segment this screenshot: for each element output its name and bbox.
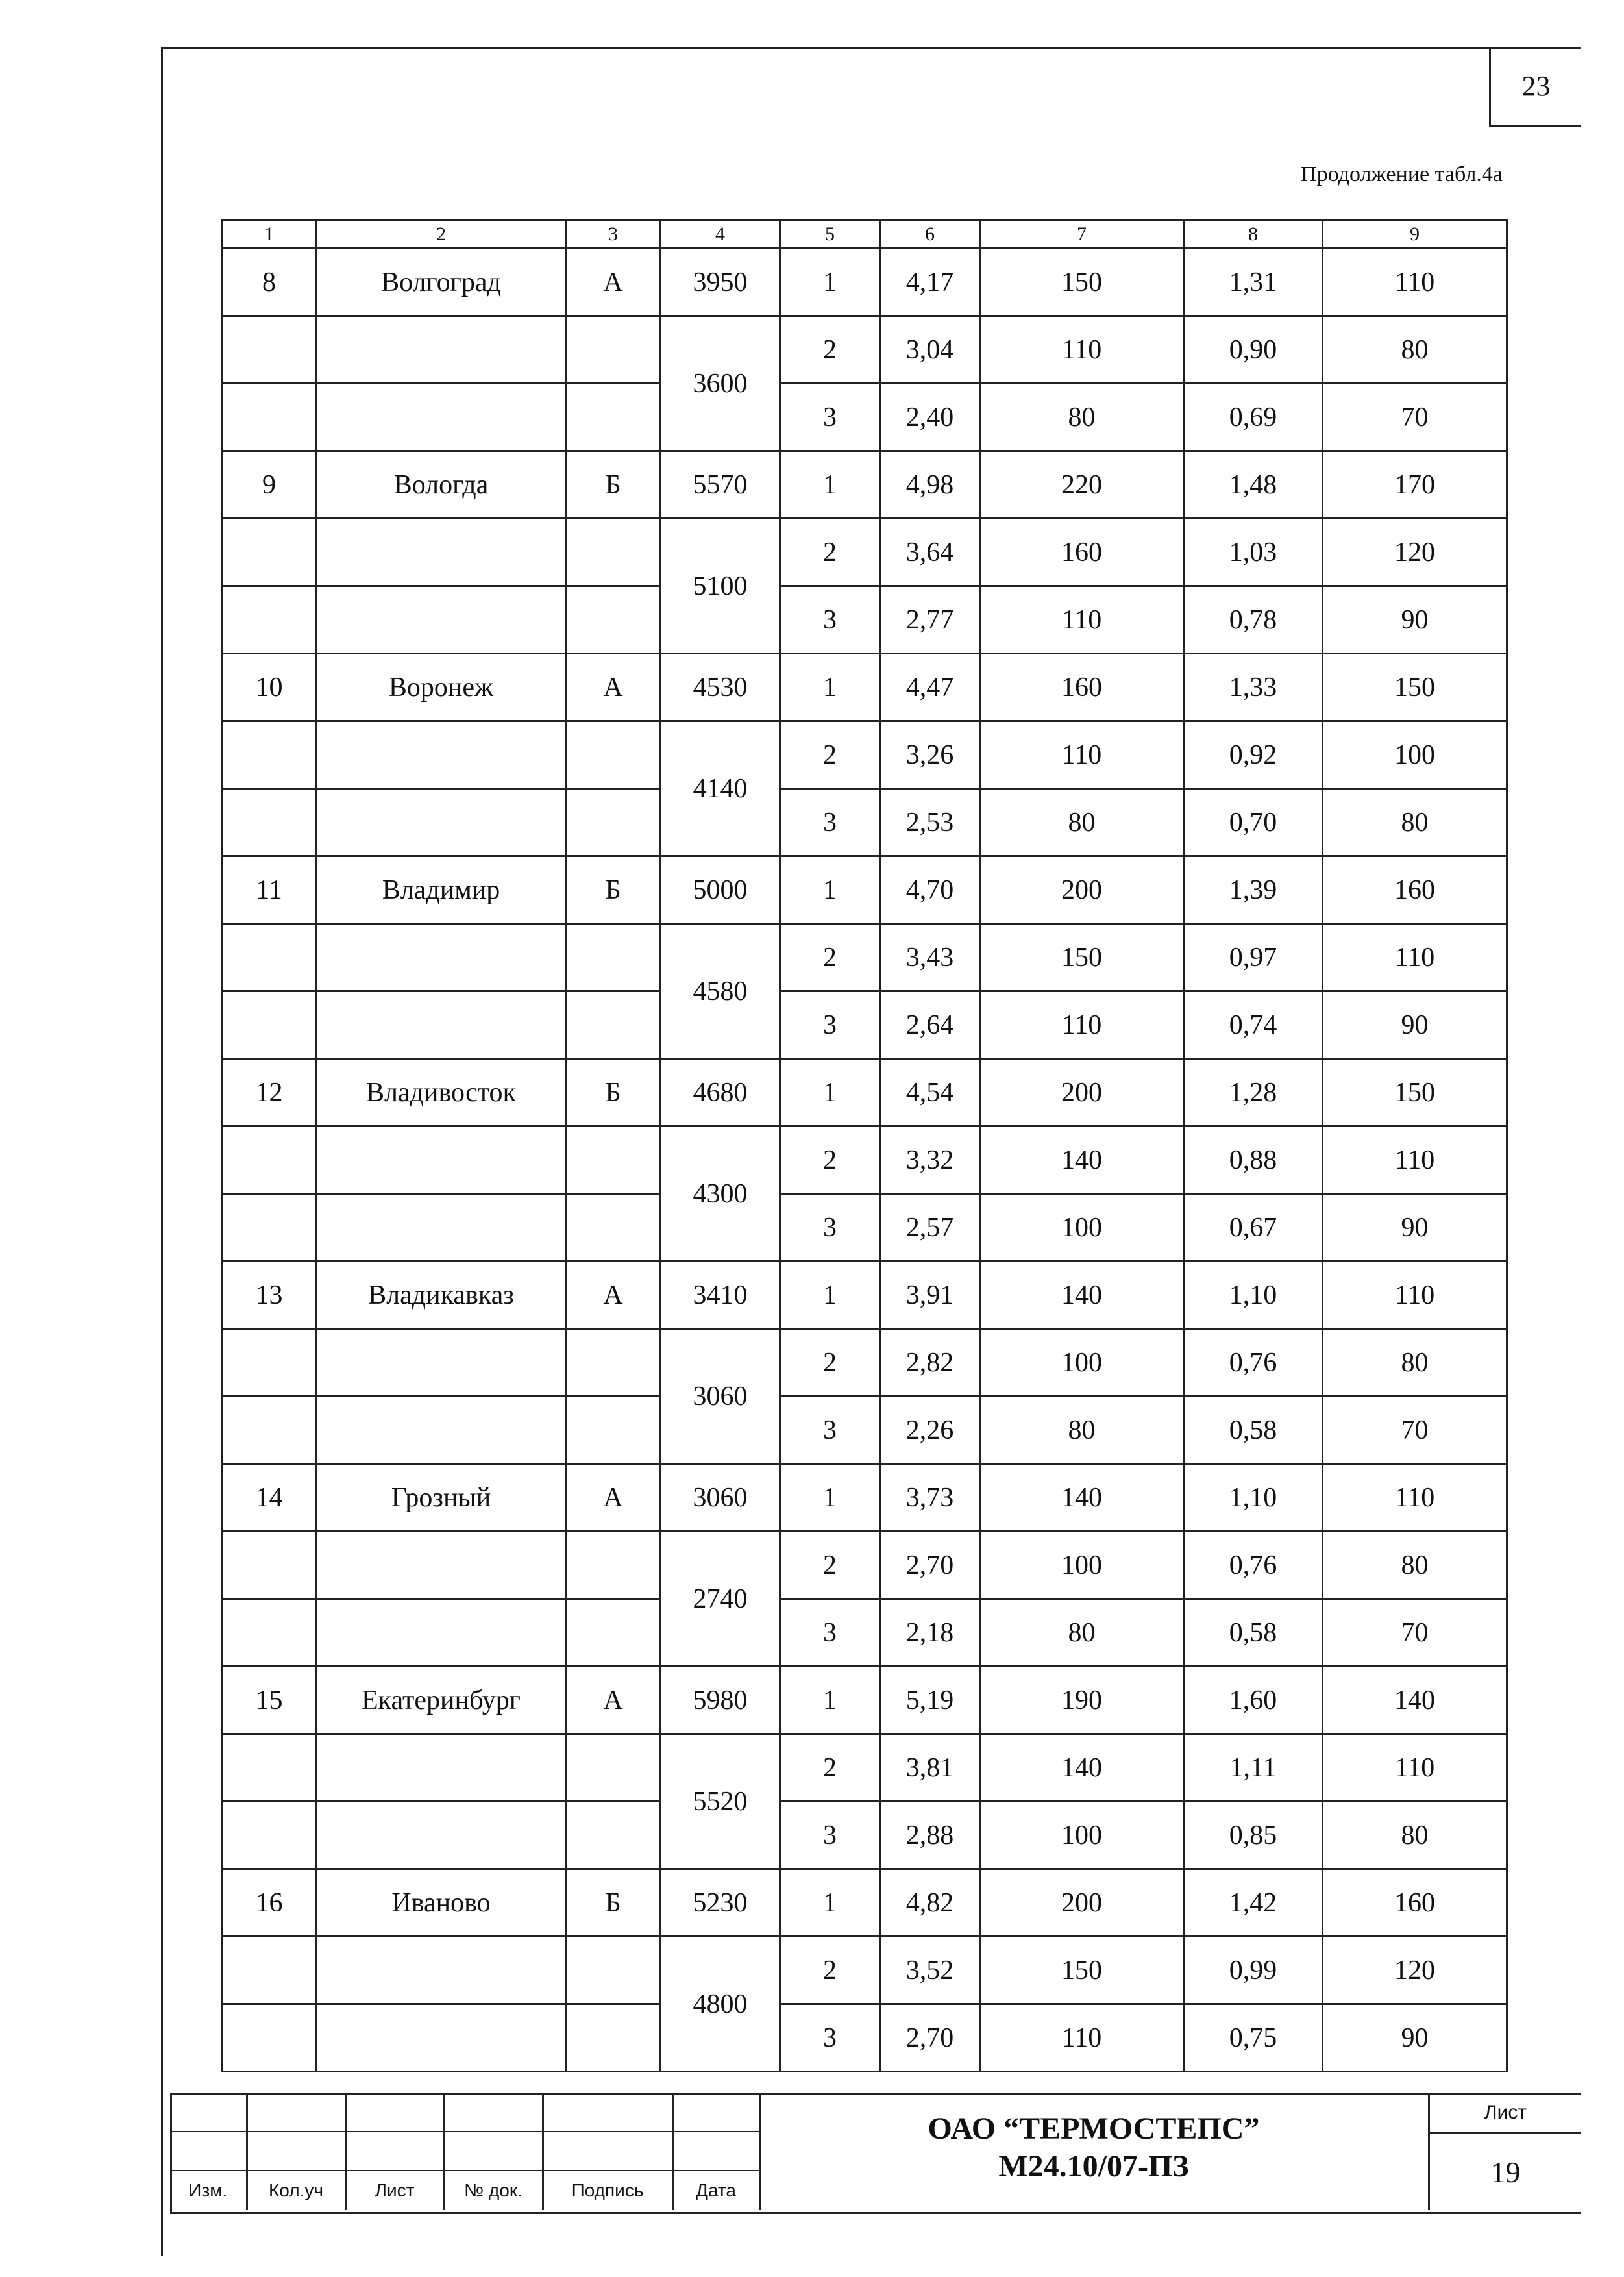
empty-cell <box>222 721 317 789</box>
city-number: 15 <box>222 1667 317 1734</box>
zone-cell: Б <box>566 856 661 924</box>
data-cell: 110 <box>980 991 1184 1059</box>
document-code: М24.10/07-ПЗ <box>998 2149 1189 2184</box>
zone-cell: А <box>566 654 661 721</box>
main-value: 5570 <box>661 451 780 519</box>
data-cell: 140 <box>1323 1667 1507 1734</box>
label-kol-uch: Кол.уч <box>247 2171 345 2210</box>
empty-cell <box>566 721 661 789</box>
data-cell: 80 <box>1323 1329 1507 1397</box>
data-cell: 0,88 <box>1184 1126 1323 1194</box>
table-row <box>222 1667 1507 1734</box>
data-cell: 110 <box>1323 1464 1507 1532</box>
data-cell: 1,39 <box>1184 856 1323 924</box>
empty-cell <box>222 1532 317 1599</box>
label-list: Лист <box>345 2171 444 2210</box>
data-cell: 3 <box>780 991 880 1059</box>
empty-cell <box>317 1532 566 1599</box>
empty-cell <box>222 1397 317 1464</box>
data-cell: 1,11 <box>1184 1734 1323 1802</box>
data-cell: 0,67 <box>1184 1194 1323 1262</box>
data-cell: 100 <box>980 1532 1184 1599</box>
data-cell: 1,03 <box>1184 519 1323 586</box>
table-row <box>222 384 1507 451</box>
data-cell: 110 <box>980 721 1184 789</box>
data-cell: 1,48 <box>1184 451 1323 519</box>
data-cell: 3 <box>780 384 880 451</box>
column-header: 4 <box>661 221 780 249</box>
city-name: Вологда <box>317 451 566 519</box>
empty-cell <box>566 384 661 451</box>
data-table <box>221 219 1508 2072</box>
label-date: Дата <box>672 2171 759 2210</box>
data-cell: 2 <box>780 519 880 586</box>
table-row <box>222 721 1507 789</box>
data-cell: 1 <box>780 1464 880 1532</box>
data-cell: 4,47 <box>880 654 980 721</box>
table-row <box>222 1126 1507 1194</box>
table-row <box>222 924 1507 991</box>
data-cell: 3,64 <box>880 519 980 586</box>
main-value: 5980 <box>661 1667 780 1734</box>
city-number: 8 <box>222 249 317 316</box>
table-row <box>222 1532 1507 1599</box>
page-number: 23 <box>1489 47 1581 127</box>
empty-cell <box>317 2004 566 2072</box>
city-name: Воронеж <box>317 654 566 721</box>
data-cell: 110 <box>1323 1126 1507 1194</box>
empty-cell <box>317 316 566 384</box>
data-cell: 120 <box>1323 519 1507 586</box>
empty-cell <box>566 1126 661 1194</box>
data-cell: 3,43 <box>880 924 980 991</box>
table-row <box>222 316 1507 384</box>
city-name: Екатеринбург <box>317 1667 566 1734</box>
city-number: 14 <box>222 1464 317 1532</box>
empty-cell <box>317 789 566 856</box>
column-header: 3 <box>566 221 661 249</box>
table-row <box>222 1397 1507 1464</box>
main-value: 4680 <box>661 1059 780 1126</box>
data-cell: 4,17 <box>880 249 980 316</box>
data-cell: 2,64 <box>880 991 980 1059</box>
data-cell: 90 <box>1323 586 1507 654</box>
table-row <box>222 991 1507 1059</box>
table-row <box>222 1802 1507 1869</box>
empty-cell <box>566 1802 661 1869</box>
column-header-row <box>222 221 1507 249</box>
data-cell: 140 <box>980 1262 1184 1329</box>
data-cell: 2,18 <box>880 1599 980 1667</box>
data-cell: 160 <box>980 519 1184 586</box>
empty-cell <box>222 1599 317 1667</box>
data-cell: 3,81 <box>880 1734 980 1802</box>
empty-cell <box>566 316 661 384</box>
empty-cell <box>566 2004 661 2072</box>
main-value: 3060 <box>661 1464 780 1532</box>
empty-cell <box>566 1397 661 1464</box>
empty-cell <box>222 519 317 586</box>
label-signature: Подпись <box>543 2171 672 2210</box>
data-cell: 80 <box>1323 1532 1507 1599</box>
table-row <box>222 1329 1507 1397</box>
empty-cell <box>317 384 566 451</box>
data-cell: 3 <box>780 2004 880 2072</box>
sub-value: 3060 <box>661 1329 780 1464</box>
empty-cell <box>317 924 566 991</box>
main-value: 5230 <box>661 1869 780 1937</box>
empty-cell <box>566 1532 661 1599</box>
company-name: ОАО “ТЕРМОСТЕПС” <box>928 2111 1260 2146</box>
data-cell: 2,88 <box>880 1802 980 1869</box>
data-cell: 90 <box>1323 991 1507 1059</box>
data-cell: 1,28 <box>1184 1059 1323 1126</box>
data-cell: 110 <box>1323 924 1507 991</box>
data-cell: 2 <box>780 721 880 789</box>
empty-cell <box>566 586 661 654</box>
data-cell: 3,04 <box>880 316 980 384</box>
empty-cell <box>566 1329 661 1397</box>
data-cell: 2,53 <box>880 789 980 856</box>
city-number: 11 <box>222 856 317 924</box>
zone-cell: А <box>566 1464 661 1532</box>
column-header: 5 <box>780 221 880 249</box>
data-cell: 3,91 <box>880 1262 980 1329</box>
city-name: Грозный <box>317 1464 566 1532</box>
data-cell: 1 <box>780 856 880 924</box>
data-cell: 110 <box>1323 1734 1507 1802</box>
data-cell: 2,57 <box>880 1194 980 1262</box>
empty-cell <box>222 991 317 1059</box>
data-cell: 1,42 <box>1184 1869 1323 1937</box>
data-cell: 0,99 <box>1184 1937 1323 2004</box>
table-row <box>222 1194 1507 1262</box>
sub-value: 4300 <box>661 1126 780 1262</box>
table-row <box>222 1937 1507 2004</box>
data-cell: 140 <box>980 1126 1184 1194</box>
data-cell: 1 <box>780 1869 880 1937</box>
data-cell: 120 <box>1323 1937 1507 2004</box>
data-cell: 150 <box>1323 654 1507 721</box>
label-izm: Изм. <box>170 2171 247 2210</box>
table-row <box>222 2004 1507 2072</box>
column-header: 1 <box>222 221 317 249</box>
main-value: 4530 <box>661 654 780 721</box>
data-cell: 1 <box>780 1059 880 1126</box>
sub-value: 3600 <box>661 316 780 451</box>
zone-cell: Б <box>566 1869 661 1937</box>
empty-cell <box>222 789 317 856</box>
data-cell: 70 <box>1323 1397 1507 1464</box>
empty-cell <box>317 991 566 1059</box>
sub-value: 2740 <box>661 1532 780 1667</box>
table-row <box>222 1599 1507 1667</box>
data-cell: 2,82 <box>880 1329 980 1397</box>
empty-cell <box>566 1937 661 2004</box>
data-cell: 200 <box>980 1059 1184 1126</box>
data-cell: 2 <box>780 316 880 384</box>
table-row <box>222 856 1507 924</box>
empty-cell <box>222 1126 317 1194</box>
data-cell: 0,75 <box>1184 2004 1323 2072</box>
zone-cell: А <box>566 1262 661 1329</box>
data-cell: 80 <box>1323 789 1507 856</box>
sheet-label: Лист <box>1430 2093 1581 2134</box>
empty-cell <box>566 991 661 1059</box>
empty-cell <box>566 519 661 586</box>
data-cell: 0,97 <box>1184 924 1323 991</box>
table-row <box>222 1262 1507 1329</box>
data-cell: 3 <box>780 1802 880 1869</box>
main-value: 5000 <box>661 856 780 924</box>
empty-cell <box>317 721 566 789</box>
title-block-grid <box>170 2093 761 2210</box>
data-cell: 2 <box>780 1329 880 1397</box>
data-cell: 3,52 <box>880 1937 980 2004</box>
data-cell: 90 <box>1323 2004 1507 2072</box>
data-cell: 220 <box>980 451 1184 519</box>
empty-cell <box>222 1937 317 2004</box>
city-name: Владимир <box>317 856 566 924</box>
data-cell: 80 <box>1323 1802 1507 1869</box>
zone-cell: А <box>566 1667 661 1734</box>
data-cell: 160 <box>1323 1869 1507 1937</box>
data-cell: 0,85 <box>1184 1802 1323 1869</box>
city-number: 12 <box>222 1059 317 1126</box>
empty-cell <box>222 1734 317 1802</box>
data-cell: 100 <box>1323 721 1507 789</box>
data-cell: 150 <box>980 924 1184 991</box>
column-header: 2 <box>317 221 566 249</box>
column-header: 6 <box>880 221 980 249</box>
sub-value: 4580 <box>661 924 780 1059</box>
data-cell: 1 <box>780 451 880 519</box>
data-cell: 0,76 <box>1184 1532 1323 1599</box>
data-cell: 80 <box>1323 316 1507 384</box>
data-cell: 1,31 <box>1184 249 1323 316</box>
company-block <box>759 2110 1428 2185</box>
empty-cell <box>222 316 317 384</box>
data-cell: 170 <box>1323 451 1507 519</box>
empty-cell <box>566 789 661 856</box>
data-cell: 70 <box>1323 384 1507 451</box>
data-cell: 2,77 <box>880 586 980 654</box>
table-row <box>222 1464 1507 1532</box>
data-cell: 3,73 <box>880 1464 980 1532</box>
data-cell: 1,33 <box>1184 654 1323 721</box>
column-header: 7 <box>980 221 1184 249</box>
empty-cell <box>317 1126 566 1194</box>
data-cell: 1 <box>780 1667 880 1734</box>
data-cell: 0,58 <box>1184 1397 1323 1464</box>
data-cell: 2,40 <box>880 384 980 451</box>
data-cell: 1,10 <box>1184 1464 1323 1532</box>
data-cell: 150 <box>980 249 1184 316</box>
empty-cell <box>317 1802 566 1869</box>
empty-cell <box>222 1802 317 1869</box>
data-cell: 4,82 <box>880 1869 980 1937</box>
data-cell: 200 <box>980 856 1184 924</box>
empty-cell <box>566 1194 661 1262</box>
data-cell: 0,92 <box>1184 721 1323 789</box>
data-cell: 160 <box>980 654 1184 721</box>
data-cell: 200 <box>980 1869 1184 1937</box>
table-row <box>222 1059 1507 1126</box>
data-cell: 80 <box>980 1599 1184 1667</box>
sub-value: 5100 <box>661 519 780 654</box>
data-cell: 3,32 <box>880 1126 980 1194</box>
empty-cell <box>566 924 661 991</box>
zone-cell: Б <box>566 1059 661 1126</box>
sub-value: 5520 <box>661 1734 780 1869</box>
city-number: 9 <box>222 451 317 519</box>
table-row <box>222 1734 1507 1802</box>
empty-cell <box>222 586 317 654</box>
table-row <box>222 586 1507 654</box>
data-cell: 150 <box>980 1937 1184 2004</box>
data-cell: 2 <box>780 1937 880 2004</box>
data-cell: 0,90 <box>1184 316 1323 384</box>
data-cell: 150 <box>1323 1059 1507 1126</box>
column-header: 8 <box>1184 221 1323 249</box>
empty-cell <box>317 586 566 654</box>
data-cell: 1 <box>780 249 880 316</box>
data-cell: 70 <box>1323 1599 1507 1667</box>
data-cell: 2 <box>780 1734 880 1802</box>
data-cell: 140 <box>980 1734 1184 1802</box>
data-cell: 2,70 <box>880 1532 980 1599</box>
table-row <box>222 1869 1507 1937</box>
table-row <box>222 451 1507 519</box>
data-cell: 1 <box>780 1262 880 1329</box>
city-number: 10 <box>222 654 317 721</box>
data-cell: 1,60 <box>1184 1667 1323 1734</box>
data-cell: 1 <box>780 654 880 721</box>
data-cell: 3,26 <box>880 721 980 789</box>
sheet-cell <box>1428 2093 1581 2210</box>
label-doc-no: № док. <box>444 2171 543 2210</box>
data-cell: 110 <box>1323 1262 1507 1329</box>
data-cell: 100 <box>980 1329 1184 1397</box>
data-cell: 4,70 <box>880 856 980 924</box>
empty-cell <box>317 1734 566 1802</box>
table-row <box>222 654 1507 721</box>
city-number: 13 <box>222 1262 317 1329</box>
data-cell: 2 <box>780 1532 880 1599</box>
data-cell: 90 <box>1323 1194 1507 1262</box>
empty-cell <box>222 384 317 451</box>
sub-value: 4800 <box>661 1937 780 2072</box>
data-cell: 4,98 <box>880 451 980 519</box>
data-cell: 2 <box>780 1126 880 1194</box>
data-cell: 160 <box>1323 856 1507 924</box>
data-cell: 110 <box>1323 249 1507 316</box>
data-cell: 3 <box>780 789 880 856</box>
data-cell: 2,70 <box>880 2004 980 2072</box>
column-header: 9 <box>1323 221 1507 249</box>
city-name: Владикавказ <box>317 1262 566 1329</box>
sheet-number: 19 <box>1490 2156 1521 2189</box>
main-value: 3950 <box>661 249 780 316</box>
city-number: 16 <box>222 1869 317 1937</box>
empty-cell <box>317 1194 566 1262</box>
empty-cell <box>317 1937 566 2004</box>
sub-value: 4140 <box>661 721 780 856</box>
empty-cell <box>317 519 566 586</box>
data-cell: 110 <box>980 2004 1184 2072</box>
data-cell: 0,74 <box>1184 991 1323 1059</box>
data-cell: 110 <box>980 316 1184 384</box>
data-cell: 0,58 <box>1184 1599 1323 1667</box>
data-cell: 140 <box>980 1464 1184 1532</box>
city-name: Иваново <box>317 1869 566 1937</box>
data-cell: 2,26 <box>880 1397 980 1464</box>
empty-cell <box>222 1329 317 1397</box>
data-cell: 0,70 <box>1184 789 1323 856</box>
empty-cell <box>317 1599 566 1667</box>
city-name: Волгоград <box>317 249 566 316</box>
empty-cell <box>566 1734 661 1802</box>
city-name: Владивосток <box>317 1059 566 1126</box>
main-value: 3410 <box>661 1262 780 1329</box>
table-row <box>222 789 1507 856</box>
data-cell: 80 <box>980 1397 1184 1464</box>
empty-cell <box>222 924 317 991</box>
data-cell: 3 <box>780 1397 880 1464</box>
data-cell: 80 <box>980 789 1184 856</box>
data-cell: 3 <box>780 1194 880 1262</box>
data-cell: 0,78 <box>1184 586 1323 654</box>
data-cell: 1,10 <box>1184 1262 1323 1329</box>
data-cell: 3 <box>780 586 880 654</box>
data-cell: 100 <box>980 1194 1184 1262</box>
zone-cell: Б <box>566 451 661 519</box>
data-cell: 80 <box>980 384 1184 451</box>
table-row <box>222 249 1507 316</box>
empty-cell <box>317 1329 566 1397</box>
zone-cell: А <box>566 249 661 316</box>
empty-cell <box>222 2004 317 2072</box>
data-cell: 190 <box>980 1667 1184 1734</box>
data-cell: 0,76 <box>1184 1329 1323 1397</box>
table-caption: Продолжение табл.4а <box>1301 162 1503 186</box>
table-row <box>222 519 1507 586</box>
data-cell: 4,54 <box>880 1059 980 1126</box>
empty-cell <box>566 1599 661 1667</box>
data-cell: 0,69 <box>1184 384 1323 451</box>
data-cell: 3 <box>780 1599 880 1667</box>
data-cell: 100 <box>980 1802 1184 1869</box>
empty-cell <box>222 1194 317 1262</box>
data-cell: 2 <box>780 924 880 991</box>
data-cell: 5,19 <box>880 1667 980 1734</box>
data-cell: 110 <box>980 586 1184 654</box>
empty-cell <box>317 1397 566 1464</box>
